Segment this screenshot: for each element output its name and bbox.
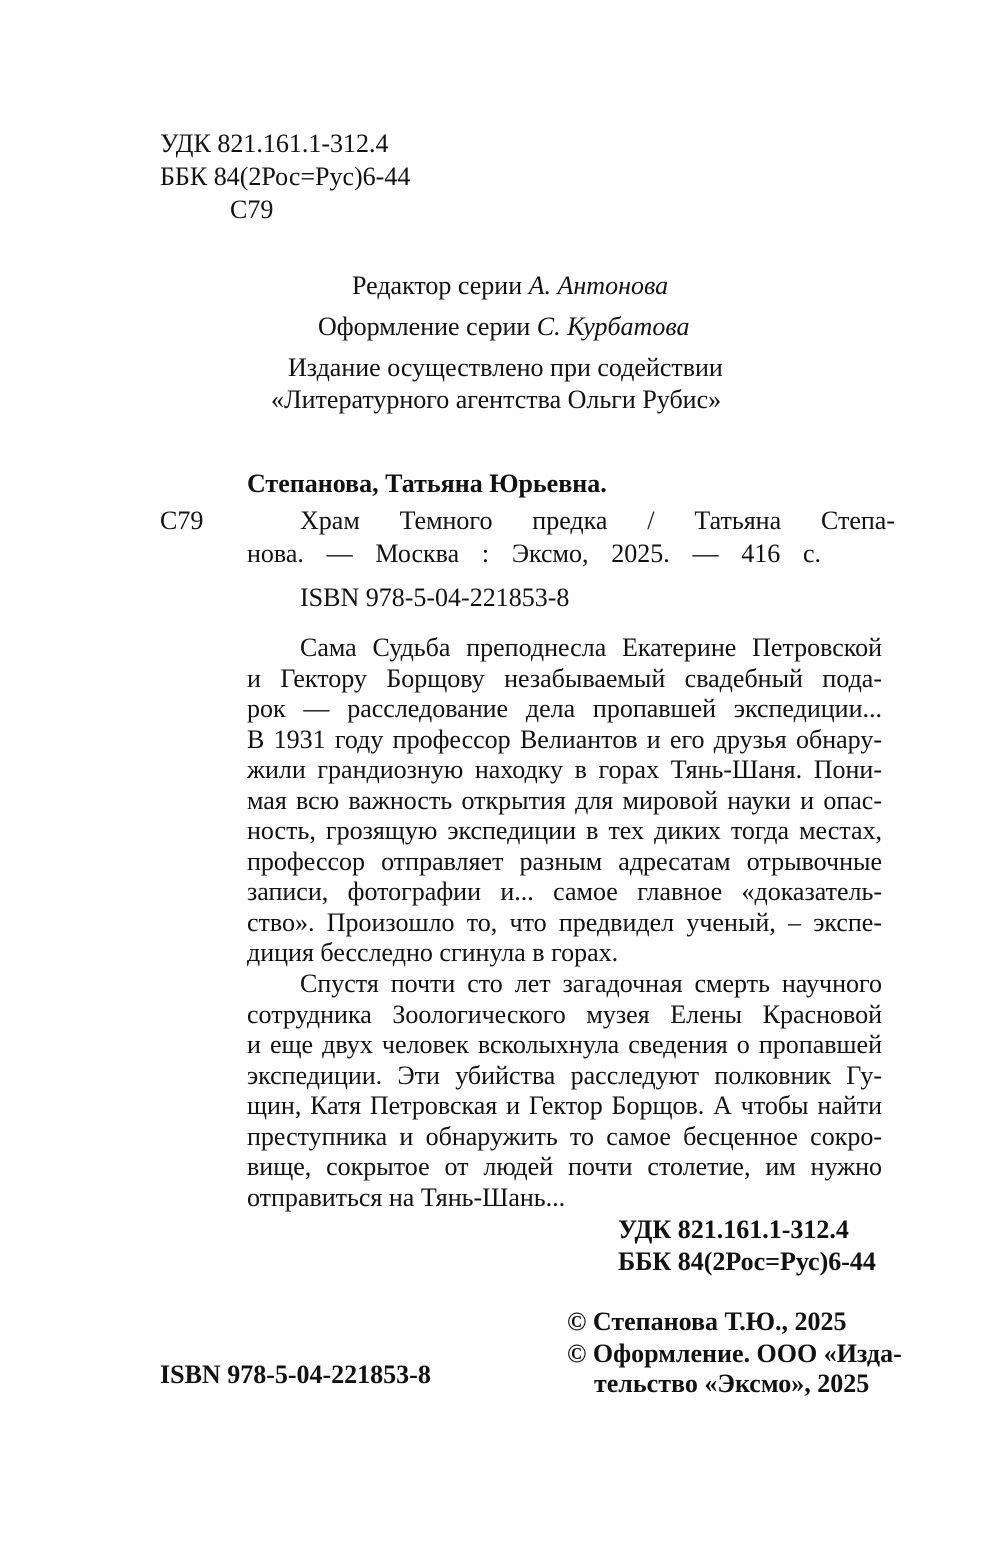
annotation-line: мая всю важность открытия для мировой науки и опас- (247, 786, 882, 815)
author-sign: С79 (230, 195, 274, 224)
annotation-line: и Гектору Борщову незабываемый свадебный пода- (247, 664, 882, 693)
annotation-line: ство». Произошло то, что предвидел ученый, – экспе- (247, 908, 882, 937)
annotation-line: рок — расследование дела пропавшей экспедиции... (247, 694, 882, 723)
catalog-isbn: ISBN 978-5-04-221853-8 (300, 583, 570, 612)
catalog-sign: С79 (160, 506, 204, 535)
series-editor-name: А. Антонова (528, 271, 669, 300)
series-design-label: Оформление серии (318, 312, 531, 341)
udk-code: УДК 821.161.1-312.4 (160, 129, 389, 158)
annotation-line: вище, сокрытое от людей почти столетие, им нужно (247, 1152, 882, 1181)
annotation-line: профессор отправляет разным адресатам отрывочные (247, 847, 882, 876)
footer-isbn: ISBN 978-5-04-221853-8 (160, 1360, 431, 1389)
annotation-line: преступника и обнаружить то самое бесценное сокро- (247, 1122, 882, 1151)
annotation-line: сотрудника Зоологического музея Елены Красновой (247, 1000, 882, 1029)
annotation-line: диция бесследно сгинула в горах. (247, 938, 619, 967)
catalog-title-line-1: Храм Темного предка / Татьяна Степа- (300, 506, 895, 535)
annotation-line: Спустя почти сто лет загадочная смерть научного (300, 969, 882, 998)
annotation-line: экспедиции. Эти убийства расследуют полковник Гу- (247, 1061, 882, 1090)
series-editor (352, 270, 668, 302)
annotation-line: жили грандиозную находку в горах Тянь-Шаня. Пони- (247, 755, 882, 784)
annotation-line: Сама Судьба преподнесла Екатерине Петровской (300, 633, 882, 662)
catalog-title-line-2: нова. — Москва : Эксмо, 2025. — 416 с. (247, 539, 821, 568)
annotation-line: отправиться на Тянь-Шань... (247, 1183, 566, 1212)
annotation-line: и еще двух человек всколыхнула сведения о пропавшей (247, 1030, 882, 1059)
annotation-line: щин, Катя Петровская и Гектор Борщов. А чтобы найти (247, 1091, 882, 1120)
copyright-design-line-2: тельство «Эксмо», 2025 (594, 1369, 870, 1398)
annotation-line: записи, фотографии и... самое главное «доказатель- (247, 877, 882, 906)
series-design (318, 311, 689, 343)
support-line-1: Издание осуществлено при содействии (288, 353, 723, 382)
series-editor-label: Редактор серии (352, 271, 523, 300)
annotation-line: В 1931 году профессор Велиантов и его друзья обнару- (247, 725, 882, 754)
support-line-2: «Литературного агентства Ольги Рубис» (271, 385, 722, 414)
annotation-line: ность, грозящую экспедиции в тех диких тогда местах, (247, 816, 882, 845)
copyright-design-line-1: © Оформление. ООО «Изда- (567, 1339, 902, 1368)
footer-udk: УДК 821.161.1-312.4 (618, 1215, 849, 1244)
footer-bbk: ББК 84(2Рос=Рус)6-44 (618, 1247, 876, 1276)
series-design-name: С. Курбатова (536, 312, 690, 341)
catalog-author: Степанова, Татьяна Юрьевна. (247, 469, 607, 498)
bbk-code: ББК 84(2Рос=Рус)6-44 (160, 162, 411, 191)
copyright-author: © Степанова Т.Ю., 2025 (567, 1307, 847, 1336)
